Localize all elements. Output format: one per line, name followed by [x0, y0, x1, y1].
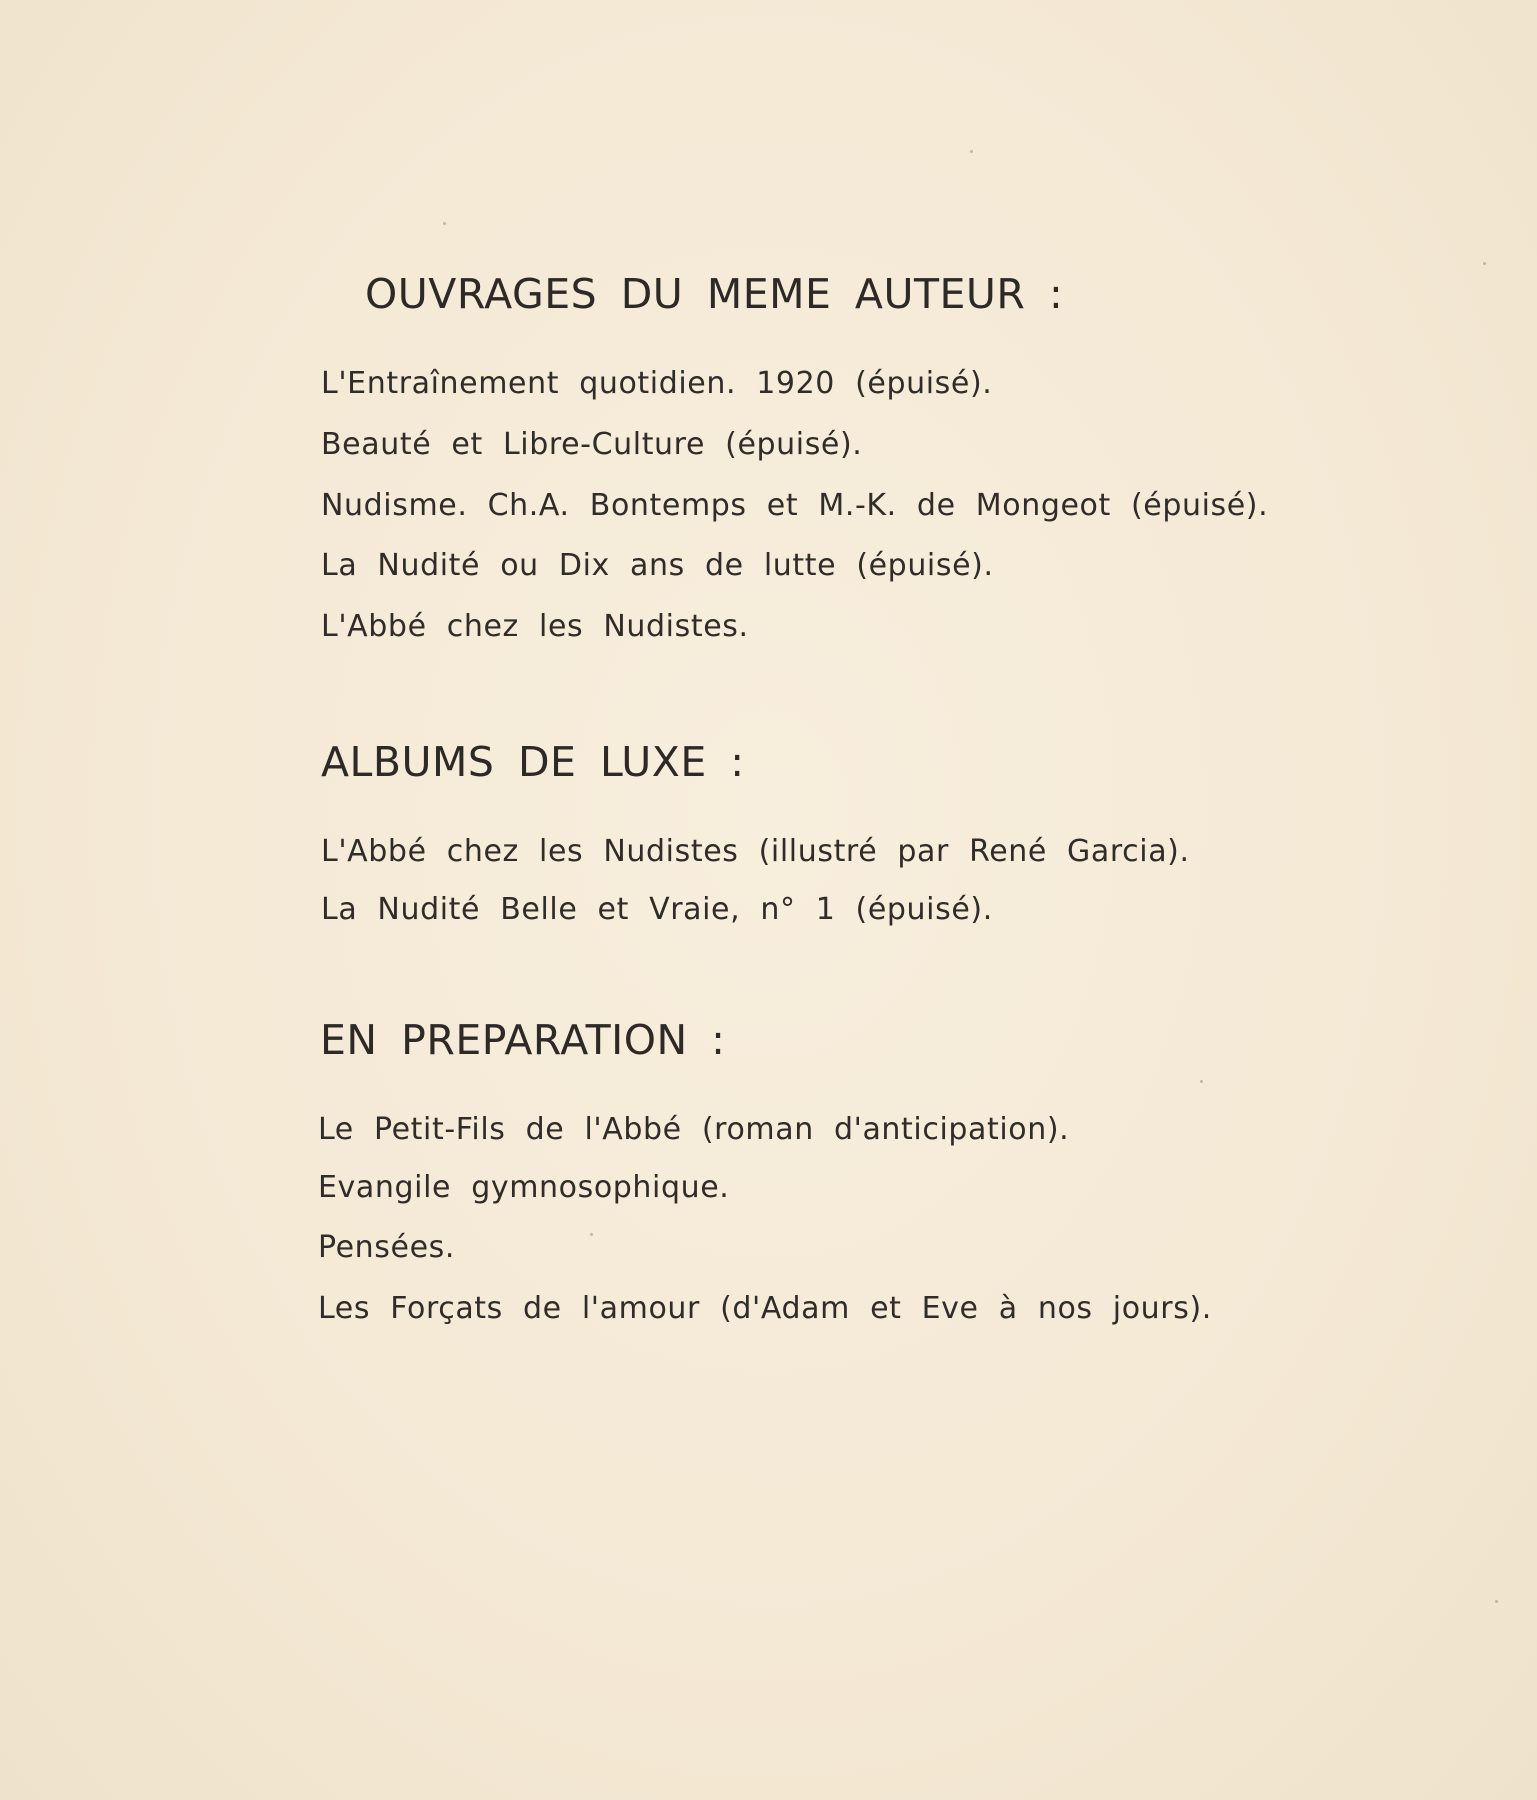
section-heading-albums: ALBUMS DE LUXE : [321, 738, 745, 786]
list-item: La Nudité ou Dix ans de lutte (épuisé). [321, 548, 994, 583]
list-item: Beauté et Libre-Culture (épuisé). [321, 427, 863, 462]
paper-speck [1495, 1600, 1498, 1603]
list-item: Le Petit-Fils de l'Abbé (roman d'anticipation). [318, 1112, 1070, 1147]
paper-speck [443, 222, 446, 225]
list-item: Pensées. [318, 1230, 456, 1265]
list-item: L'Abbé chez les Nudistes. [321, 609, 749, 644]
section-heading-ouvrages: OUVRAGES DU MEME AUTEUR : [365, 270, 1064, 318]
paper-speck [1200, 1080, 1203, 1083]
list-item: Nudisme. Ch.A. Bontemps et M.-K. de Mongeot (épuisé). [321, 488, 1269, 523]
list-item: L'Abbé chez les Nudistes (illustré par René Garcia). [321, 834, 1190, 869]
paper-speck [1483, 262, 1486, 265]
list-item: Les Forçats de l'amour (d'Adam et Eve à nos jours). [318, 1291, 1212, 1326]
paper-speck [590, 1233, 593, 1236]
list-item: La Nudité Belle et Vraie, n° 1 (épuisé). [321, 892, 993, 927]
paper-speck [970, 150, 973, 153]
list-item: Evangile gymnosophique. [318, 1170, 730, 1205]
list-item: L'Entraînement quotidien. 1920 (épuisé). [321, 366, 993, 401]
section-heading-preparation: EN PREPARATION : [320, 1016, 726, 1064]
